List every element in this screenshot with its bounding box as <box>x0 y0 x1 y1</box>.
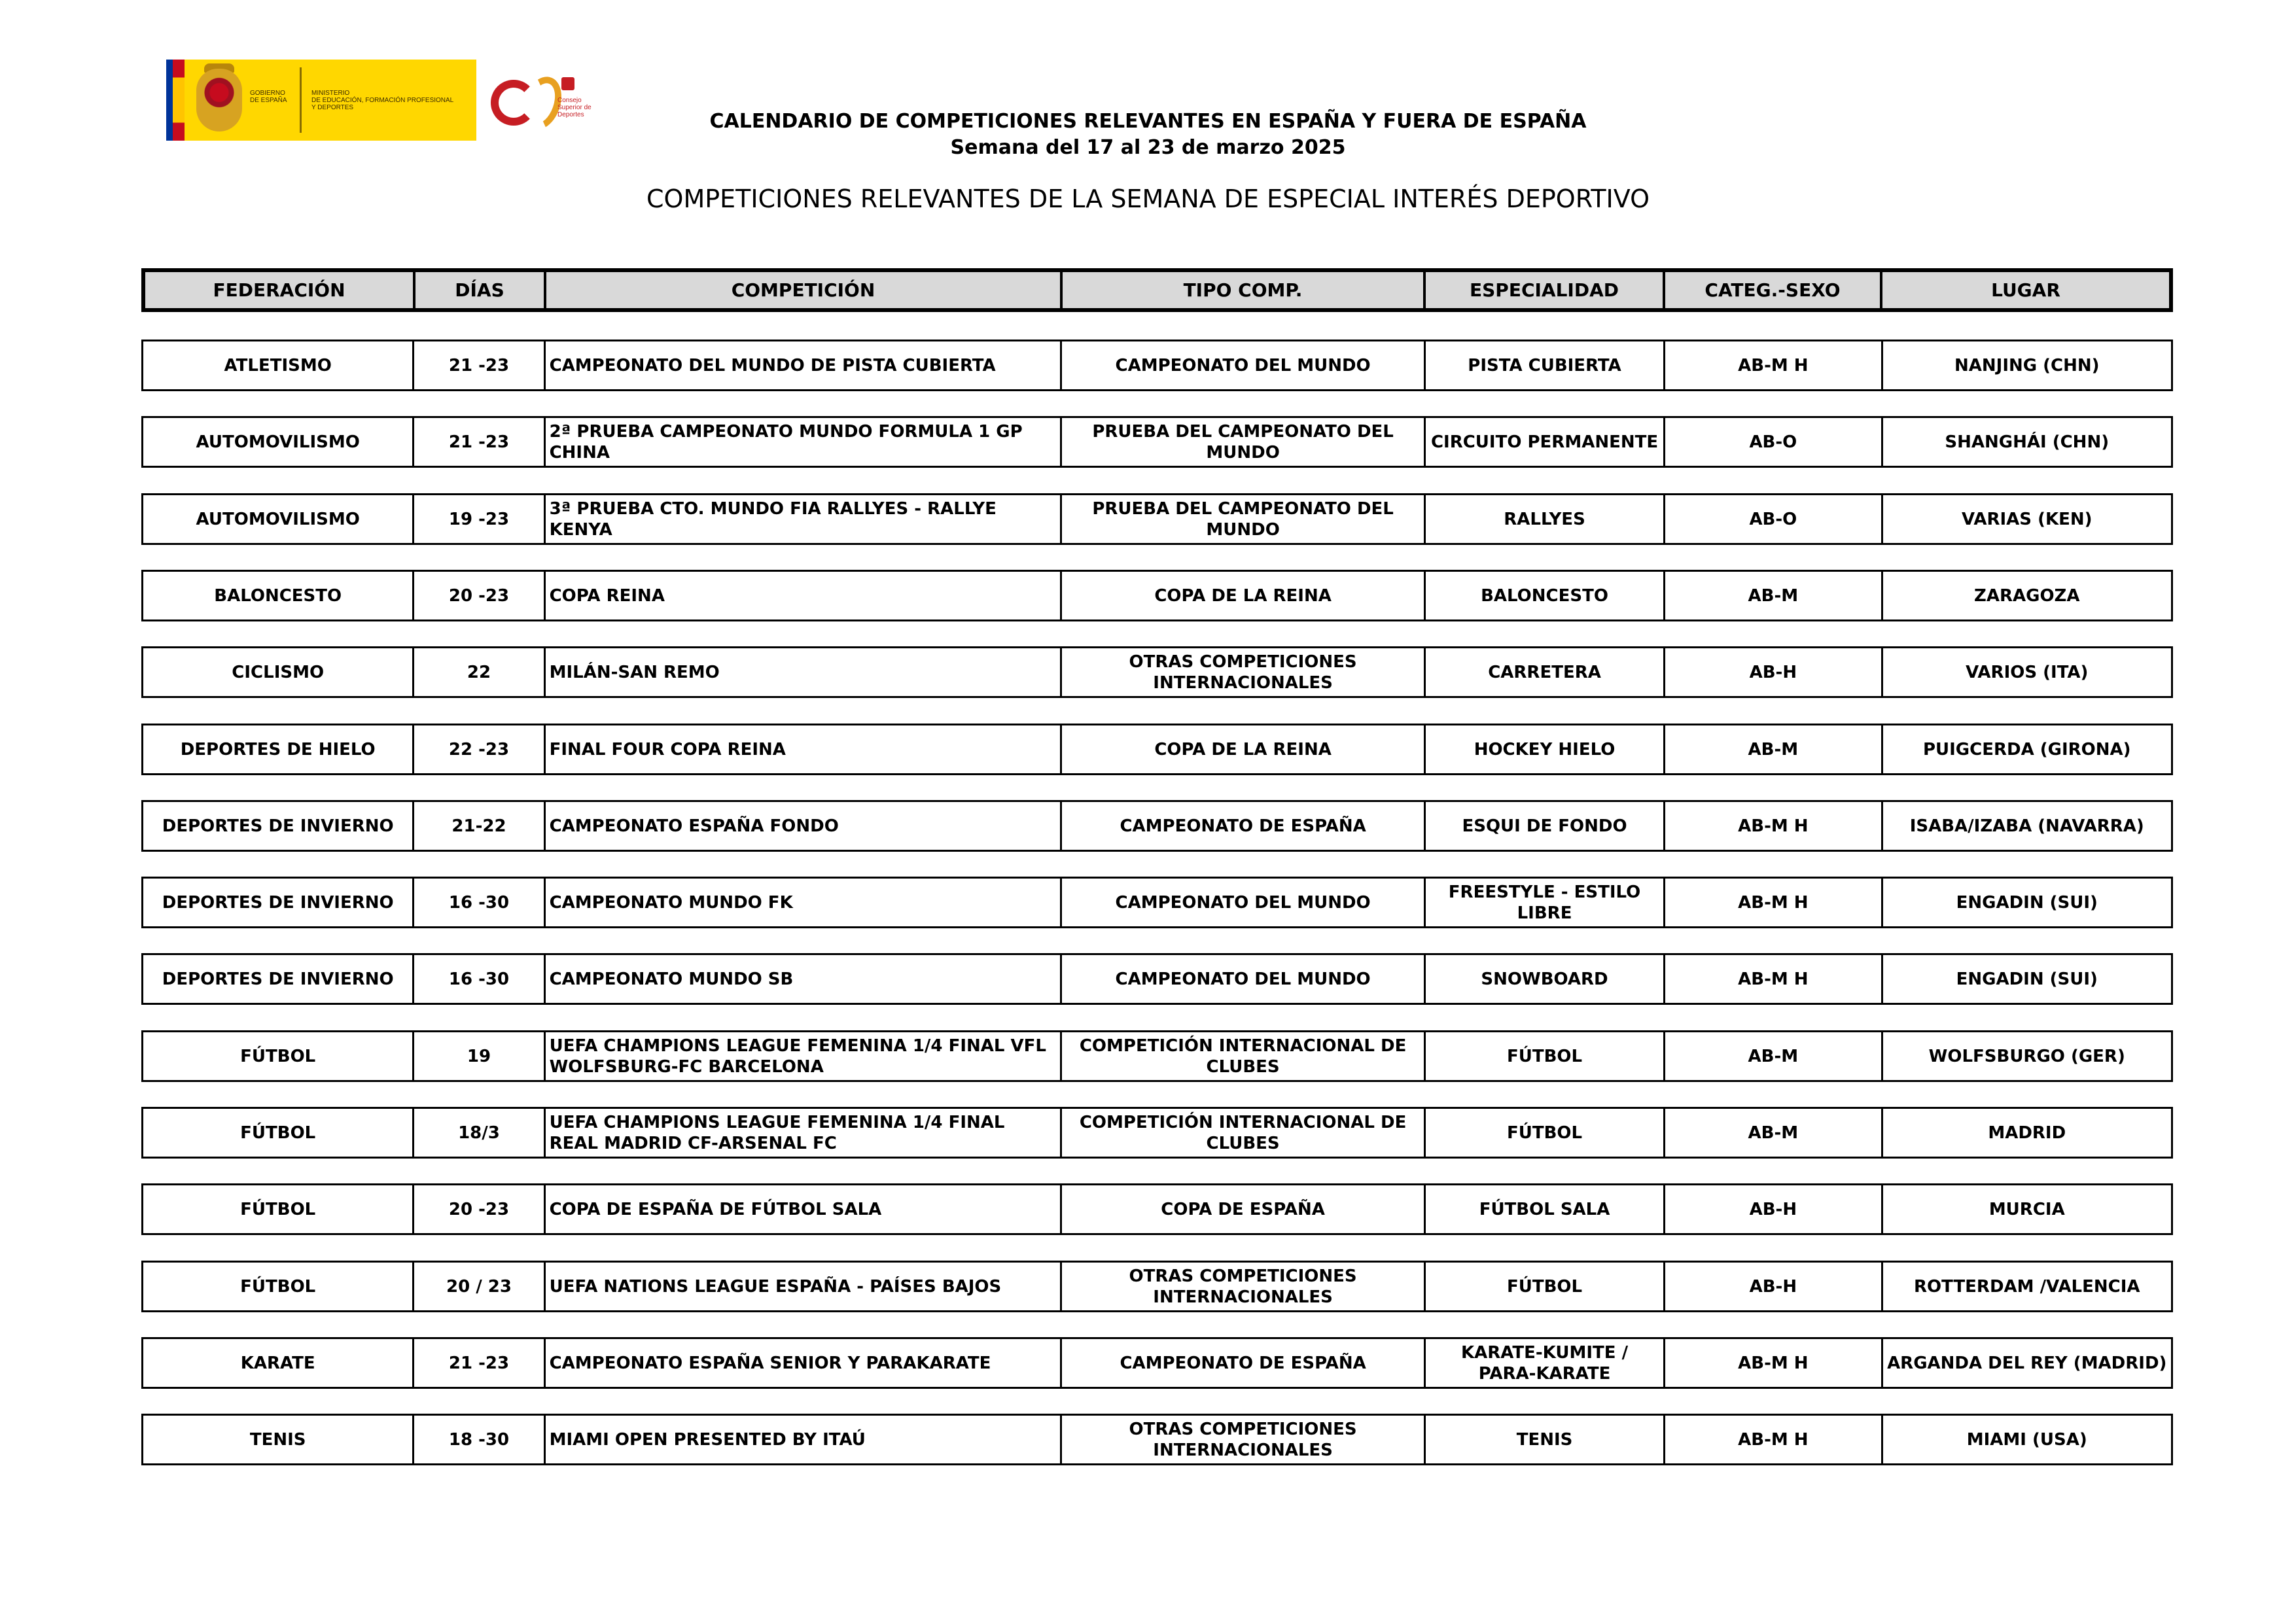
cell-dias: 20 / 23 <box>414 1262 544 1312</box>
cell-especialidad: FREESTYLE - ESTILO LIBRE <box>1424 878 1664 928</box>
cell-tipo: COPA DE LA REINA <box>1061 725 1425 775</box>
cell-lugar: VARIOS (ITA) <box>1882 648 2172 697</box>
cell-dias: 19 <box>414 1032 544 1081</box>
cell-lugar: ROTTERDAM /VALENCIA <box>1882 1262 2172 1312</box>
col-header-especialidad: ESPECIALIDAD <box>1424 270 1664 310</box>
cell-lugar: ENGADIN (SUI) <box>1882 878 2172 928</box>
cell-tipo: PRUEBA DEL CAMPEONATO DEL MUNDO <box>1061 495 1425 544</box>
cell-competicion: UEFA CHAMPIONS LEAGUE FEMENINA 1/4 FINAL REAL MADRID CF-ARSENAL FC <box>544 1108 1061 1158</box>
cell-especialidad: KARATE-KUMITE / PARA-KARATE <box>1424 1338 1664 1388</box>
page-title: CALENDARIO DE COMPETICIONES RELEVANTES EN ESPAÑA Y FUERA DE ESPAÑA <box>709 110 1587 133</box>
cell-federacion: CICLISMO <box>143 648 414 697</box>
cell-federacion: FÚTBOL <box>143 1262 414 1312</box>
cell-categ: AB-O <box>1665 495 1882 544</box>
cell-federacion: FÚTBOL <box>143 1185 414 1234</box>
cell-federacion: BALONCESTO <box>143 571 414 621</box>
cell-tipo: OTRAS COMPETICIONES INTERNACIONALES <box>1061 1262 1425 1312</box>
cell-especialidad: BALONCESTO <box>1424 571 1664 621</box>
cell-especialidad: SNOWBOARD <box>1424 954 1664 1004</box>
table-row <box>141 1414 2173 1465</box>
cell-competicion: MILÁN-SAN REMO <box>544 648 1061 697</box>
cell-especialidad: RALLYES <box>1424 495 1664 544</box>
cell-tipo: CAMPEONATO DE ESPAÑA <box>1061 801 1425 851</box>
cell-categ: AB-H <box>1665 648 1882 697</box>
cell-federacion: ATLETISMO <box>143 341 414 391</box>
section-title: COMPETICIONES RELEVANTES DE LA SEMANA DE ESPECIAL INTERÉS DEPORTIVO <box>646 184 1650 213</box>
cell-tipo: COPA DE LA REINA <box>1061 571 1425 621</box>
cell-federacion: KARATE <box>143 1338 414 1388</box>
table-row <box>141 340 2173 391</box>
table-row <box>141 646 2173 698</box>
cell-federacion: DEPORTES DE HIELO <box>143 725 414 775</box>
table-row <box>141 493 2173 545</box>
cell-tipo: OTRAS COMPETICIONES INTERNACIONALES <box>1061 648 1425 697</box>
cell-especialidad: FÚTBOL <box>1424 1032 1664 1081</box>
cell-lugar: MURCIA <box>1882 1185 2172 1234</box>
cell-especialidad: PISTA CUBIERTA <box>1424 341 1664 391</box>
cell-dias: 21 -23 <box>414 417 544 467</box>
table-row <box>141 800 2173 852</box>
cell-especialidad: HOCKEY HIELO <box>1424 725 1664 775</box>
table-header <box>141 268 2173 312</box>
cell-federacion: AUTOMOVILISMO <box>143 417 414 467</box>
cell-federacion: FÚTBOL <box>143 1108 414 1158</box>
cell-categ: AB-H <box>1665 1262 1882 1312</box>
cell-tipo: CAMPEONATO DEL MUNDO <box>1061 954 1425 1004</box>
cell-competicion: MIAMI OPEN PRESENTED BY ITAÚ <box>544 1415 1061 1465</box>
table-row <box>141 1107 2173 1159</box>
cell-federacion: DEPORTES DE INVIERNO <box>143 878 414 928</box>
cell-lugar: PUIGCERDA (GIRONA) <box>1882 725 2172 775</box>
cell-competicion: CAMPEONATO DEL MUNDO DE PISTA CUBIERTA <box>544 341 1061 391</box>
cell-categ: AB-M H <box>1665 878 1882 928</box>
cell-competicion: UEFA CHAMPIONS LEAGUE FEMENINA 1/4 FINAL VFL WOLFSBURG-FC BARCELONA <box>544 1032 1061 1081</box>
col-header-federacion: FEDERACIÓN <box>143 270 414 310</box>
cell-dias: 20 -23 <box>414 1185 544 1234</box>
cell-tipo: COMPETICIÓN INTERNACIONAL DE CLUBES <box>1061 1108 1425 1158</box>
cell-dias: 18 -30 <box>414 1415 544 1465</box>
cell-tipo: CAMPEONATO DEL MUNDO <box>1061 341 1425 391</box>
cell-federacion: DEPORTES DE INVIERNO <box>143 954 414 1004</box>
cell-categ: AB-M <box>1665 571 1882 621</box>
cell-lugar: NANJING (CHN) <box>1882 341 2172 391</box>
cell-competicion: COPA DE ESPAÑA DE FÚTBOL SALA <box>544 1185 1061 1234</box>
cell-especialidad: CARRETERA <box>1424 648 1664 697</box>
cell-categ: AB-M <box>1665 1032 1882 1081</box>
cell-especialidad: FÚTBOL SALA <box>1424 1185 1664 1234</box>
cell-federacion: FÚTBOL <box>143 1032 414 1081</box>
cell-lugar: MADRID <box>1882 1108 2172 1158</box>
col-header-competicion: COMPETICIÓN <box>545 270 1061 310</box>
cell-dias: 21 -23 <box>414 1338 544 1388</box>
cell-lugar: WOLFSBURGO (GER) <box>1882 1032 2172 1081</box>
week-subtitle: Semana del 17 al 23 de marzo 2025 <box>950 136 1346 159</box>
cell-lugar: ARGANDA DEL REY (MADRID) <box>1882 1338 2172 1388</box>
cell-lugar: SHANGHÁI (CHN) <box>1882 417 2172 467</box>
table-row <box>141 416 2173 468</box>
cell-tipo: CAMPEONATO DEL MUNDO <box>1061 878 1425 928</box>
col-header-tipo: TIPO COMP. <box>1061 270 1424 310</box>
cell-dias: 18/3 <box>414 1108 544 1158</box>
cell-categ: AB-M H <box>1665 1415 1882 1465</box>
gov-label: GOBIERNO DE ESPAÑA <box>250 90 287 104</box>
cell-competicion: CAMPEONATO MUNDO SB <box>544 954 1061 1004</box>
cell-especialidad: ESQUI DE FONDO <box>1424 801 1664 851</box>
cell-competicion: FINAL FOUR COPA REINA <box>544 725 1061 775</box>
cell-categ: AB-M <box>1665 1108 1882 1158</box>
cell-tipo: CAMPEONATO DE ESPAÑA <box>1061 1338 1425 1388</box>
cell-categ: AB-O <box>1665 417 1882 467</box>
table-row <box>141 724 2173 775</box>
cell-federacion: TENIS <box>143 1415 414 1465</box>
cell-tipo: OTRAS COMPETICIONES INTERNACIONALES <box>1061 1415 1425 1465</box>
cell-federacion: AUTOMOVILISMO <box>143 495 414 544</box>
cell-categ: AB-H <box>1665 1185 1882 1234</box>
cell-dias: 20 -23 <box>414 571 544 621</box>
cell-dias: 19 -23 <box>414 495 544 544</box>
cell-dias: 22 <box>414 648 544 697</box>
table-row <box>141 570 2173 621</box>
cell-dias: 21 -23 <box>414 341 544 391</box>
cell-competicion: 2ª PRUEBA CAMPEONATO MUNDO FORMULA 1 GP CHINA <box>544 417 1061 467</box>
cell-lugar: ZARAGOZA <box>1882 571 2172 621</box>
cell-especialidad: TENIS <box>1424 1415 1664 1465</box>
cell-tipo: COPA DE ESPAÑA <box>1061 1185 1425 1234</box>
cell-categ: AB-M H <box>1665 341 1882 391</box>
cell-categ: AB-M H <box>1665 954 1882 1004</box>
csd-crown-icon <box>561 77 574 90</box>
header-row <box>143 270 2171 310</box>
col-header-lugar: LUGAR <box>1881 270 2171 310</box>
cell-categ: AB-M <box>1665 725 1882 775</box>
cell-especialidad: FÚTBOL <box>1424 1108 1664 1158</box>
cell-competicion: CAMPEONATO MUNDO FK <box>544 878 1061 928</box>
cell-competicion: 3ª PRUEBA CTO. MUNDO FIA RALLYES - RALLYE KENYA <box>544 495 1061 544</box>
table-row <box>141 1030 2173 1082</box>
cell-lugar: ISABA/IZABA (NAVARRA) <box>1882 801 2172 851</box>
table-row <box>141 877 2173 928</box>
cell-tipo: COMPETICIÓN INTERNACIONAL DE CLUBES <box>1061 1032 1425 1081</box>
cell-lugar: VARIAS (KEN) <box>1882 495 2172 544</box>
cell-especialidad: FÚTBOL <box>1424 1262 1664 1312</box>
cell-competicion: UEFA NATIONS LEAGUE ESPAÑA - PAÍSES BAJOS <box>544 1262 1061 1312</box>
csd-label: Consejo Superior de Deportes <box>557 97 592 118</box>
cell-federacion: DEPORTES DE INVIERNO <box>143 801 414 851</box>
col-header-categ: CATEG.-SEXO <box>1664 270 1881 310</box>
cell-dias: 21-22 <box>414 801 544 851</box>
cell-dias: 22 -23 <box>414 725 544 775</box>
cell-dias: 16 -30 <box>414 878 544 928</box>
table-row <box>141 1261 2173 1312</box>
cell-lugar: ENGADIN (SUI) <box>1882 954 2172 1004</box>
cell-competicion: CAMPEONATO ESPAÑA FONDO <box>544 801 1061 851</box>
cell-dias: 16 -30 <box>414 954 544 1004</box>
cell-competicion: CAMPEONATO ESPAÑA SENIOR Y PARAKARATE <box>544 1338 1061 1388</box>
col-header-dias: DÍAS <box>414 270 545 310</box>
cell-tipo: PRUEBA DEL CAMPEONATO DEL MUNDO <box>1061 417 1425 467</box>
cell-especialidad: CIRCUITO PERMANENTE <box>1424 417 1664 467</box>
table-row <box>141 953 2173 1005</box>
cell-categ: AB-M H <box>1665 801 1882 851</box>
cell-lugar: MIAMI (USA) <box>1882 1415 2172 1465</box>
cell-categ: AB-M H <box>1665 1338 1882 1388</box>
table-row <box>141 1183 2173 1235</box>
cell-competicion: COPA REINA <box>544 571 1061 621</box>
table-row <box>141 1337 2173 1389</box>
ministry-label: MINISTERIO DE EDUCACIÓN, FORMACIÓN PROFESIONAL Y DEPORTES <box>311 90 454 111</box>
